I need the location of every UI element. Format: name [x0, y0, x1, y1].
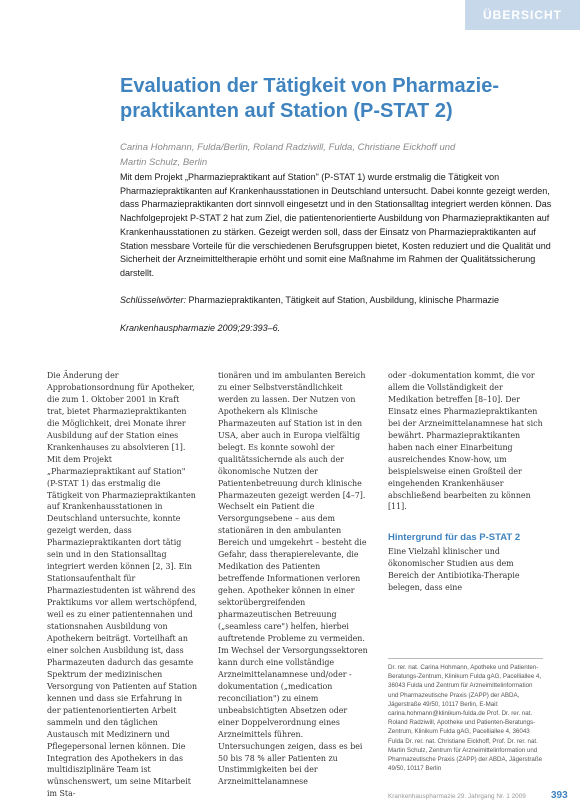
body-column-3-continued: Eine Vielzahl klinischer und ökonomischer Studien aus dem Bereich der Antibiotika-Therapie belegen, dass eine — [388, 547, 520, 592]
abstract: Mit dem Projekt „Pharmaziepraktikant auf Station" (P-STAT 1) wurde erstmalig die Tätigkeit von Pharmaziepraktikanten auf Krankenhausstationen in Deutschland untersucht. Dabei konnte gezeigt werden, dass Pharmaziepraktikanten dort sinnvoll eingesetzt und in den Stationsalltag integriert werden können. Das Nachfolgeprojekt P-STAT 2 hat zum Ziel, die patientenorientierte Ausbildung von Pharmaziepraktikanten auf Krankenhausstationen zu stärken. Gezeigt werden soll, dass der Einsatz von Pharmaziepraktikanten auf Station messbare Vorteile für die verschiedenen Berufsgruppen bietet, Kosten reduziert und die Qualität und Sicherheit der Arzneimitteltherapie erhöht und somit eine Maßnahme im Rahmen der Qualitätssicherung darstellt. — [120, 172, 552, 278]
keywords — [120, 294, 562, 308]
author-affiliation: Dr. rer. nat. Carina Hohmann, Apotheke und Patienten-Beratungs-Zentrum, Klinikum Fulda gAG, Pacelliallee 4, 36043 Fulda und Zentrum für Arzneimittelinformation und Pharmazeutische Praxis (ZAPP) der ABDA, Jägerstraße 49/50, 10117 Berlin, E-Mail: carina.hohmann@klinikum-fulda.de Prof. Dr. rer. nat. Roland Radziwill, Apotheke und Patienten-Beratungs-Zentrum, Klinikum Fulda gAG, Pacelliallee 4, 36043 Fulda Dr. rer. nat. Christiane Eickhoff, Prof. Dr. rer. nat. Martin Schulz, Zentrum für Arzneimittelinformation und Pharmazeutische Praxis (ZAPP) der ABDA, Jägerstraße 49/50, 10117 Berlin — [388, 664, 543, 773]
authors: Carina Hohmann, Fulda/Berlin, Roland Radziwill, Fulda, Christiane Eickhoff und Martin Schulz, Berlin — [120, 142, 456, 168]
section-label: ÜBERSICHT — [482, 8, 562, 22]
body-column-1: Die Änderung der Approbationsordnung für Apotheker, die zum 1. Oktober 2001 in Kraft trat, bietet Pharmaziepraktikanten die Möglichkeit, drei Monate ihrer Ausbildung auf der Station eines Krankenhauses zu absolvieren [1]. Mit dem Projekt „Pharmaziepraktikant auf Station" (P-STAT 1) das erstmalig die Tätigkeit von Pharmaziepraktikanten auf Krankenhausstationen in Deutschland untersuchte, konnte gezeigt werden, dass Pharmaziepraktikanten dort tätig sein und in den Stationsalltag integriert werden können [2, 3]. Ein Stationsaufenthalt für Pharmaziestudenten ist während des Praktikums vor allem wertschöpfend, weil es zu einer patientennahen und stationsnahen Ausbildung von Apothekern beiträgt. Vorteilhaft an einer solchen Ausbildung ist, dass Pharmazeuten dadurch das gesamte Spektrum der medizinischen Versorgung von Patienten auf Station kennen und dass sie Erfahrung in der patientenorientierten Arbeit sammeln und den täglichen Austausch mit Medizinern und Pflegepersonal lernen können. Die Integration des Apothekers in das multidisziplinäre Team ist wünschenswert, um seine Mitarbeit im Sta- — [47, 371, 198, 799]
article-title: Evaluation der Tätigkeit von Pharmazie-praktikanten auf Station (P-STAT 2) — [120, 75, 499, 122]
keywords-text: Pharmaziepraktikanten, Tätigkeit auf Station, Ausbildung, klinische Pharmazie — [188, 295, 500, 305]
body-column-2: tionären und im ambulanten Bereich zu einer Selbstverständlichkeit werden zu lassen. Der Nutzen von Apothekern als Klinische Pharmazeuten auf Station ist in den USA, aber auch in Europa vielfältig belegt. Es konnte sowohl der qualitätssichernde als auch der ökonomische Nutzen der Patientenbetreuung durch klinische Pharmazeuten gezeigt werden [4–7]. Wechselt ein Patient die Versorgungsebene – aus dem stationären in den ambulanten Bereich und umgekehrt – besteht die Gefahr, dass therapierelevante, die Medikation des Patienten betreffende Informationen verloren gehen. Apotheker können in einer sektorübergreifenden pharmazeutischen Betreuung („seamless care") helfen, hierbei auftretende Probleme zu vermeiden. Im Wechsel der Versorgungssektoren kann durch eine vollständige Arzneimittelanamnese und/oder -dokumentation („medication reconciliation") zu einem unbeabsichtigten Absetzen oder einer Doppelverordnung eines Arzneimittels führen. Untersuchungen zeigen, dass es bei 50 bis 78 % aller Patienten zu Unstimmigkeiten bei der Arzneimittelanamnese — [218, 371, 368, 787]
citation: Krankenhauspharmazie 2009;29:393–6. — [120, 323, 281, 333]
page-number: 393 — [551, 790, 568, 801]
section-heading: Hintergrund für das P-STAT 2 — [388, 532, 521, 543]
divider — [388, 658, 543, 659]
body-column-3: oder -dokumentation kommt, die vor allem die Vollständigkeit der Medikation betreffen [8–10]. Der Einsatz eines Pharmaziepraktikanten bei der Arzneimittelanamnese hat sich bewährt. Pharmaziepraktikanten haben nach einer Einarbeitung ausreichendes Know-how, um beispielsweise einen Großteil der eingehenden Krankenhäuser abschließend bearbeiten zu können [11]. — [388, 371, 543, 512]
keywords-label: Schlüsselwörter: — [120, 295, 187, 305]
journal-footer: Krankenhauspharmazie 29. Jahrgang Nr. 1 2009 — [388, 793, 526, 800]
section-tab — [465, 0, 580, 30]
